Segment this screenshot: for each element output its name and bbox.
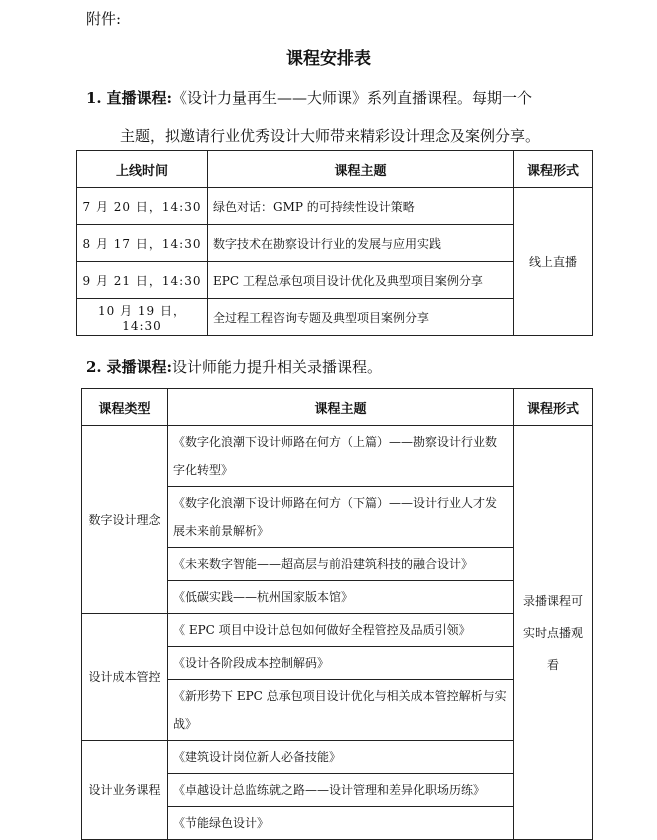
row-time: 8 月 17 日，14:30	[77, 225, 208, 262]
row-topic: 全过程工程咨询专题及典型项目案例分享	[208, 299, 514, 336]
header-time: 上线时间	[77, 151, 208, 188]
table-row	[82, 426, 593, 487]
row-topic: 《未来数字智能——超高层与前沿建筑科技的融合设计》	[168, 548, 514, 581]
section-live-text-2: 主题，拟邀请行业优秀设计大师带来精彩设计理念及案例分享。	[120, 127, 541, 145]
row-topic: 《低碳实践——杭州国家版本馆》	[168, 581, 514, 614]
row-type: 数字设计理念	[82, 426, 168, 614]
row-topic: EPC 工程总承包项目设计优化及典型项目案例分享	[208, 262, 514, 299]
row-topic: 《数字化浪潮下设计师路在何方（下篇）——设计行业人才发展未来前景解析》	[168, 487, 514, 548]
section-recorded-label: 录播课程:	[106, 358, 172, 376]
page-title: 课程安排表	[286, 49, 371, 69]
row-topic: 《节能绿色设计》	[168, 807, 514, 840]
row-topic: 绿色对话：GMP 的可持续性设计策略	[208, 188, 514, 225]
header-form: 课程形式	[514, 151, 593, 188]
header-form: 课程形式	[514, 389, 593, 426]
attachment-label: 附件:	[86, 10, 122, 28]
row-type: 设计成本管控	[82, 614, 168, 741]
table-row	[77, 188, 593, 225]
row-time: 10 月 19 日，14:30	[77, 299, 208, 336]
row-topic: 《卓越设计总监练就之路——设计管理和差异化职场历练》	[168, 774, 514, 807]
section-live-number: 1.	[86, 89, 102, 107]
row-topic: 《数字化浪潮下设计师路在何方（上篇）——勘察设计行业数字化转型》	[168, 426, 514, 487]
row-time: 9 月 21 日，14:30	[77, 262, 208, 299]
row-topic: 《设计各阶段成本控制解码》	[168, 647, 514, 680]
section-recorded-number: 2.	[86, 358, 102, 376]
row-form: 线上直播	[514, 188, 593, 336]
row-topic: 《新形势下 EPC 总承包项目设计优化与相关成本管控解析与实战》	[168, 680, 514, 741]
header-topic: 课程主题	[208, 151, 514, 188]
row-form: 录播课程可实时点播观看	[514, 426, 593, 840]
table-header-row	[82, 389, 593, 426]
row-topic: 《 EPC 项目中设计总包如何做好全程管控及品质引领》	[168, 614, 514, 647]
row-time: 7 月 20 日，14:30	[77, 188, 208, 225]
section-recorded	[86, 353, 382, 382]
section-live	[86, 84, 606, 151]
row-topic: 数字技术在勘察设计行业的发展与应用实践	[208, 225, 514, 262]
live-course-table	[76, 150, 593, 336]
row-topic: 《建筑设计岗位新人必备技能》	[168, 741, 514, 774]
section-recorded-text: 设计师能力提升相关录播课程。	[172, 358, 383, 376]
section-live-label: 直播课程:	[106, 89, 172, 107]
row-type: 设计业务课程	[82, 741, 168, 840]
recorded-course-table	[81, 388, 593, 840]
table-header-row	[77, 151, 593, 188]
section-live-text-1: 《设计力量再生——大师课》系列直播课程。每期一个	[172, 89, 533, 107]
header-type: 课程类型	[82, 389, 168, 426]
header-topic: 课程主题	[168, 389, 514, 426]
